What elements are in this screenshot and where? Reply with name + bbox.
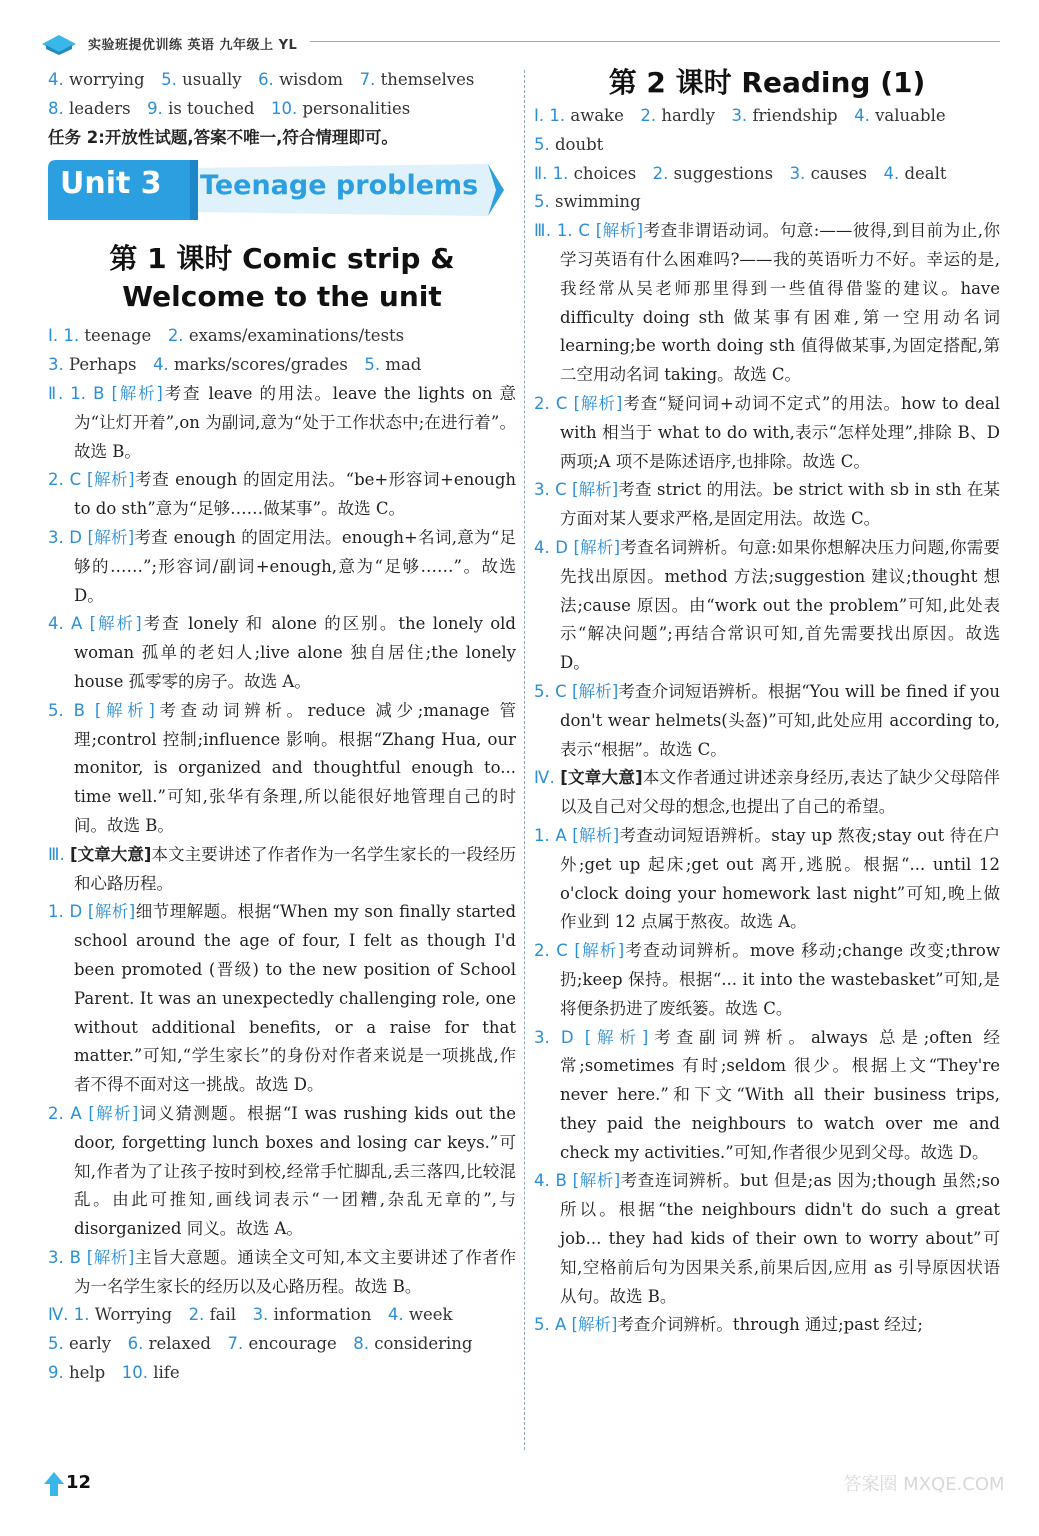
- answer-line: [534, 131, 1000, 160]
- answer-number: 3.: [731, 106, 748, 125]
- answer-text: hardly: [661, 106, 715, 125]
- section-4-answers: [48, 1301, 516, 1387]
- answer-text: early: [69, 1334, 112, 1354]
- analysis-tag: [解析]: [87, 902, 136, 922]
- answer-text: mad: [385, 355, 422, 375]
- column-divider: [524, 70, 525, 1450]
- answer-line: [534, 102, 1000, 131]
- answer-text: swimming: [555, 192, 641, 212]
- item-text: 考查介词短语辨析。根据“You will be fined if you don't wear helmets(头盔)”可知,此处应用 according to,表示“根据”。故选 C。: [560, 681, 1001, 759]
- analysis-tag: [解析]: [572, 681, 619, 701]
- answer-text: doubt: [555, 134, 604, 154]
- explanation-item: [534, 822, 1000, 937]
- answer-number: 6.: [127, 1334, 144, 1354]
- answer-number: 4.: [854, 106, 870, 125]
- answer-text: exams/examinations/tests: [188, 326, 405, 346]
- answer-line: [48, 1301, 516, 1330]
- explanation-item: [48, 1244, 516, 1302]
- item-number: 5. A: [534, 1315, 567, 1335]
- analysis-tag: [解析]: [89, 614, 142, 634]
- answer-text: suggestions: [673, 163, 774, 183]
- answer-text: worrying: [69, 70, 145, 89]
- item-text: 考查副词辨析。always 总是;often 经常;sometimes 有时;seldom 很少。根据上文“They're never here.”和下文“With all their business trips, they paid the neighbours to watch over me and check my activities.”可知,作者很少见到父母。故选 D。: [560, 1027, 1000, 1162]
- answer-text: personalities: [302, 98, 411, 118]
- answer-number: Ⅱ. 1.: [534, 163, 569, 183]
- r-section-2-answers: [534, 160, 1000, 218]
- analysis-tag: [解析]: [595, 221, 644, 241]
- analysis-tag: [解析]: [572, 1171, 621, 1191]
- explanation-item: [534, 534, 1000, 678]
- item-text: 考查“疑问词+动词不定式”的用法。how to deal with 相当于 what to do with,表示“怎样处理”,排除 B、D 两项;A 项不是陈述语序,也排除。故选 C。: [560, 393, 1001, 471]
- lesson2-title: 第 2 课时 Reading (1): [608, 66, 926, 99]
- answer-number: 10.: [121, 1363, 148, 1383]
- explanation-item: [534, 217, 1000, 390]
- answer-text: leaders: [69, 98, 131, 118]
- answer-text: themselves: [380, 70, 475, 89]
- section-number: Ⅳ.: [534, 768, 555, 788]
- item-number: 5. B: [48, 700, 85, 720]
- item-text: 词义猜测题。根据“I was rushing kids out the door, forgetting lunch boxes and losing car keys.”可知,作者为了让孩子按时到校,经常手忙脚乱,丢三落四,比较混乱。由此可推知,画线词表示“一团糟,杂乱无章的”,与 disorganized 同义。故选 A。: [74, 1103, 517, 1239]
- explanation-item: [534, 1024, 1000, 1168]
- answer-text: is touched: [168, 98, 255, 118]
- unit-label: Unit 3: [60, 166, 162, 202]
- analysis-tag: [解析]: [584, 1027, 649, 1047]
- item-text: 主旨大意题。通读全文可知,本文主要讲述了作者作为一名学生家长的经历以及心路历程。故选 B。: [74, 1247, 516, 1296]
- watermark: 答案圈 MXQE.COM: [843, 1474, 1005, 1495]
- item-text: 考查连词辨析。but 但是;as 因为;though 虽然;so 所以。根据“the neighbours didn't do such a great job... they had kids of their own to worry about”可知,空格前后句为因果关系,前果后因,应用 as 引导原因状语从句。故选 B。: [560, 1171, 1000, 1306]
- explanation-item: [48, 524, 516, 610]
- item-number: 1. A: [534, 825, 567, 845]
- answer-text: information: [273, 1305, 372, 1325]
- answer-number: 9.: [147, 98, 163, 118]
- item-number: 4. A: [48, 614, 83, 634]
- item-text: 考查 enough 的固定用法。enough+名词,意为“足够的……”;形容词/副词+enough,意为“足够……”。故选 D。: [74, 527, 517, 605]
- item-number: 2. A: [48, 1103, 82, 1123]
- task2-note: 任务 2:开放性试题,答案不唯一,符合情理即可。: [48, 127, 398, 147]
- item-text: 考查动词辨析。reduce 减少;manage 管理;control 控制;influence 影响。根据“Zhang Hua, our monitor, is organized and thoughtful enough to... time well.”可知,张华有条理,所以能很好地管理自己的时间。故选 B。: [74, 700, 517, 835]
- explanation-item: [534, 937, 1000, 1023]
- answer-number: 4.: [883, 163, 900, 183]
- summary-tag: [文章大意]: [70, 844, 152, 864]
- explanation-item: [48, 898, 516, 1100]
- answer-number: 3.: [48, 355, 64, 375]
- answer-number: 7.: [227, 1334, 244, 1354]
- item-number: 1. D: [48, 902, 83, 922]
- answer-text: choices: [573, 163, 637, 183]
- analysis-tag: [解析]: [571, 1315, 618, 1335]
- lesson-title: [48, 240, 516, 316]
- lesson-title-line1: 第 1 课时 Comic strip &: [109, 242, 455, 276]
- item-text: 考查动词辨析。move 移动;change 改变;throw 扔;keep 保持。根据“... it into the wastebasket”可知,是将便条扔进了废纸篓。故选 C。: [560, 941, 1000, 1018]
- section-number: Ⅲ.: [48, 844, 65, 864]
- analysis-tag: [解析]: [574, 941, 625, 961]
- answer-number: 5.: [534, 134, 550, 154]
- answer-number: 5.: [48, 1334, 64, 1354]
- item-number: Ⅲ. 1. C: [534, 221, 590, 241]
- answer-text: life: [153, 1363, 180, 1383]
- answer-text: fail: [209, 1305, 237, 1325]
- answer-line: [534, 160, 1000, 189]
- summary-text: 本文作者通过讲述亲身经历,表达了缺少父母陪伴以及自己对父母的想念,也提出了自己的希望。: [560, 768, 1001, 817]
- item-text: 细节理解题。根据“When my son finally started school around the age of four, I felt as though I'd been promoted (晋级) to the new position of School Parent. It was an unexpectedly challenging role, one without additional benefits, or a raise for that matter.”可知,“学生家长”的身份对作者来说是一项挑战,作者不得不面对这一挑战。故选 D。: [74, 902, 517, 1095]
- summary-tag: [文章大意]: [560, 768, 643, 788]
- item-number: 4. D: [534, 537, 568, 557]
- answer-text: considering: [374, 1334, 473, 1354]
- answer-number: 4.: [153, 355, 169, 375]
- explanation-item: [48, 610, 516, 696]
- analysis-tag: [解析]: [572, 825, 620, 845]
- explanation-item: [48, 1100, 516, 1244]
- item-text: 考查 lonely 和 alone 的区别。the lonely old woman 孤单的老妇人;live alone 独自居住;the lonely house 孤零零的房子。故选 A。: [74, 614, 516, 691]
- section-2-answers: [48, 380, 516, 841]
- page-number: 12: [66, 1472, 92, 1493]
- answer-line: [48, 66, 516, 95]
- item-number: 3. B: [48, 1247, 81, 1267]
- r-section-4-answers: [534, 764, 1000, 1340]
- page-number-badge: [42, 1470, 90, 1500]
- answer-line: [48, 351, 516, 380]
- answer-number: 5.: [364, 355, 381, 375]
- analysis-tag: [解析]: [573, 393, 623, 413]
- item-number: 3. D: [48, 527, 82, 547]
- answer-line: [48, 1330, 516, 1359]
- summary-text: 本文主要讲述了作者作为一名学生家长的一段经历和心路历程。: [74, 844, 517, 893]
- section-3-answers: [48, 841, 516, 1302]
- passage-summary: [48, 841, 516, 899]
- answer-line: [534, 188, 1000, 217]
- explanation-item: [534, 1167, 1000, 1311]
- answer-text: wisdom: [279, 70, 344, 89]
- item-number: 2. C: [48, 470, 82, 490]
- explanation-item: [534, 390, 1000, 476]
- item-number: 4. B: [534, 1171, 567, 1191]
- passage-summary: [534, 764, 1000, 822]
- analysis-tag: [解析]: [86, 470, 135, 490]
- analysis-tag: [解析]: [572, 480, 619, 500]
- answer-text: marks/scores/grades: [174, 355, 348, 375]
- answer-number: 4.: [48, 70, 64, 89]
- analysis-tag: [解析]: [94, 700, 155, 720]
- answer-text: teenage: [84, 326, 152, 346]
- arrow-up-icon: [42, 1470, 66, 1498]
- answer-text: help: [69, 1363, 106, 1383]
- answer-number: 8.: [48, 98, 64, 118]
- header-rule: [310, 41, 1000, 42]
- book-logo-icon: [40, 30, 78, 56]
- item-number: Ⅱ. 1. B: [48, 383, 105, 403]
- answer-line: [48, 95, 516, 124]
- analysis-tag: [解析]: [573, 537, 621, 557]
- lesson-title-line2: Welcome to the unit: [122, 280, 442, 314]
- explanation-item: [48, 466, 516, 524]
- answer-text: awake: [570, 106, 624, 125]
- page-header: [40, 28, 1000, 58]
- answer-number: 2.: [167, 326, 184, 346]
- answer-number: 4.: [387, 1305, 404, 1325]
- item-text: 考查 leave 的用法。leave the lights on 意为“让灯开着”,on 为副词,意为“处于工作状态中;在进行着”。故选 B。: [74, 383, 517, 461]
- answer-number: 2.: [188, 1305, 205, 1325]
- left-column: [48, 66, 516, 1388]
- analysis-tag: [解析]: [111, 383, 163, 403]
- answer-number: 2.: [640, 106, 657, 125]
- answer-text: causes: [810, 163, 867, 183]
- explanation-item: [534, 678, 1000, 764]
- answer-text: friendship: [752, 106, 838, 125]
- explanation-item: [534, 476, 1000, 534]
- answer-number: 2.: [652, 163, 669, 183]
- answer-text: relaxed: [148, 1334, 211, 1354]
- item-number: 2. C: [534, 393, 568, 413]
- item-text: 考查 strict 的用法。be strict with sb in sth 在某方面对某人要求严格,是固定用法。故选 C。: [560, 480, 1001, 529]
- analysis-tag: [解析]: [86, 1247, 135, 1267]
- explanation-item: [534, 1311, 1000, 1340]
- answer-number: Ⅳ. 1.: [48, 1305, 90, 1325]
- answer-lines-top: [48, 66, 516, 124]
- answer-text: encourage: [248, 1334, 337, 1354]
- header-title: 实验班提优训练 英语 九年级上 YL: [88, 38, 298, 53]
- answer-number: 3.: [252, 1305, 269, 1325]
- answer-number: 10.: [270, 98, 298, 118]
- r-section-3-answers: [534, 217, 1000, 764]
- answer-number: Ⅰ. 1.: [48, 326, 80, 346]
- answer-text: usually: [182, 70, 242, 89]
- item-number: 3. D: [534, 1027, 574, 1047]
- answer-line: [48, 1359, 516, 1388]
- item-number: 2. C: [534, 941, 568, 961]
- item-text: 考查名词辨析。句意:如果你想解决压力问题,你需要先找出原因。method 方法;suggestion 建议;thought 想法;cause 原因。由“work out the problem”可知,此处表示“解决问题”;再结合常识可知,首先需要找出原因。故选 D。: [560, 537, 1000, 673]
- answer-text: dealt: [904, 163, 947, 183]
- answer-number: 5.: [161, 70, 177, 89]
- answer-line: [48, 322, 516, 351]
- answer-number: 8.: [353, 1334, 369, 1354]
- item-number: 3. C: [534, 480, 567, 500]
- section-1-answers: [48, 322, 516, 380]
- answer-number: Ⅰ. 1.: [534, 106, 566, 125]
- item-number: 5. C: [534, 681, 567, 701]
- answer-number: 6.: [258, 70, 274, 89]
- answer-text: Perhaps: [69, 355, 137, 375]
- unit-banner: [48, 160, 516, 228]
- item-text: 考查非谓语动词。句意:——彼得,到目前为止,你学习英语有什么困难吗?——我的英语听力不好。幸运的是,我经常从吴老师那里得到一些值得借鉴的建议。have difficulty doing sth 做某事有困难,第一空用动名词 learning;be worth doing sth 值得做某事,为固定搭配,第二空用动名词 taking。故选 C。: [560, 221, 1000, 385]
- unit-name: Teenage problems: [200, 170, 479, 202]
- analysis-tag: [解析]: [88, 1103, 139, 1123]
- answer-number: 3.: [789, 163, 806, 183]
- answer-text: week: [408, 1305, 453, 1325]
- answer-text: valuable: [875, 106, 946, 125]
- right-column: [534, 66, 1000, 1340]
- r-section-1-answers: [534, 102, 1000, 160]
- answer-text: Worrying: [94, 1305, 173, 1325]
- explanation-item: [48, 697, 516, 841]
- explanation-item: [48, 380, 516, 466]
- item-text: 考查动词短语辨析。stay up 熬夜;stay out 待在户外;get up 起床;get out 离开,逃脱。根据“... until 12 o'clock doing your homework last night”可知,晚上做作业到 12 点属于熬夜。故选 A。: [560, 825, 1001, 932]
- item-text: 考查 enough 的固定用法。“be+形容词+enough to do sth”意为“足够……做某事”。故选 C。: [74, 470, 517, 519]
- answer-number: 5.: [534, 192, 550, 212]
- answer-number: 9.: [48, 1363, 64, 1383]
- item-text: 考查介词辨析。through 通过;past 经过;: [617, 1315, 923, 1335]
- answer-number: 7.: [359, 70, 376, 89]
- analysis-tag: [解析]: [87, 527, 135, 547]
